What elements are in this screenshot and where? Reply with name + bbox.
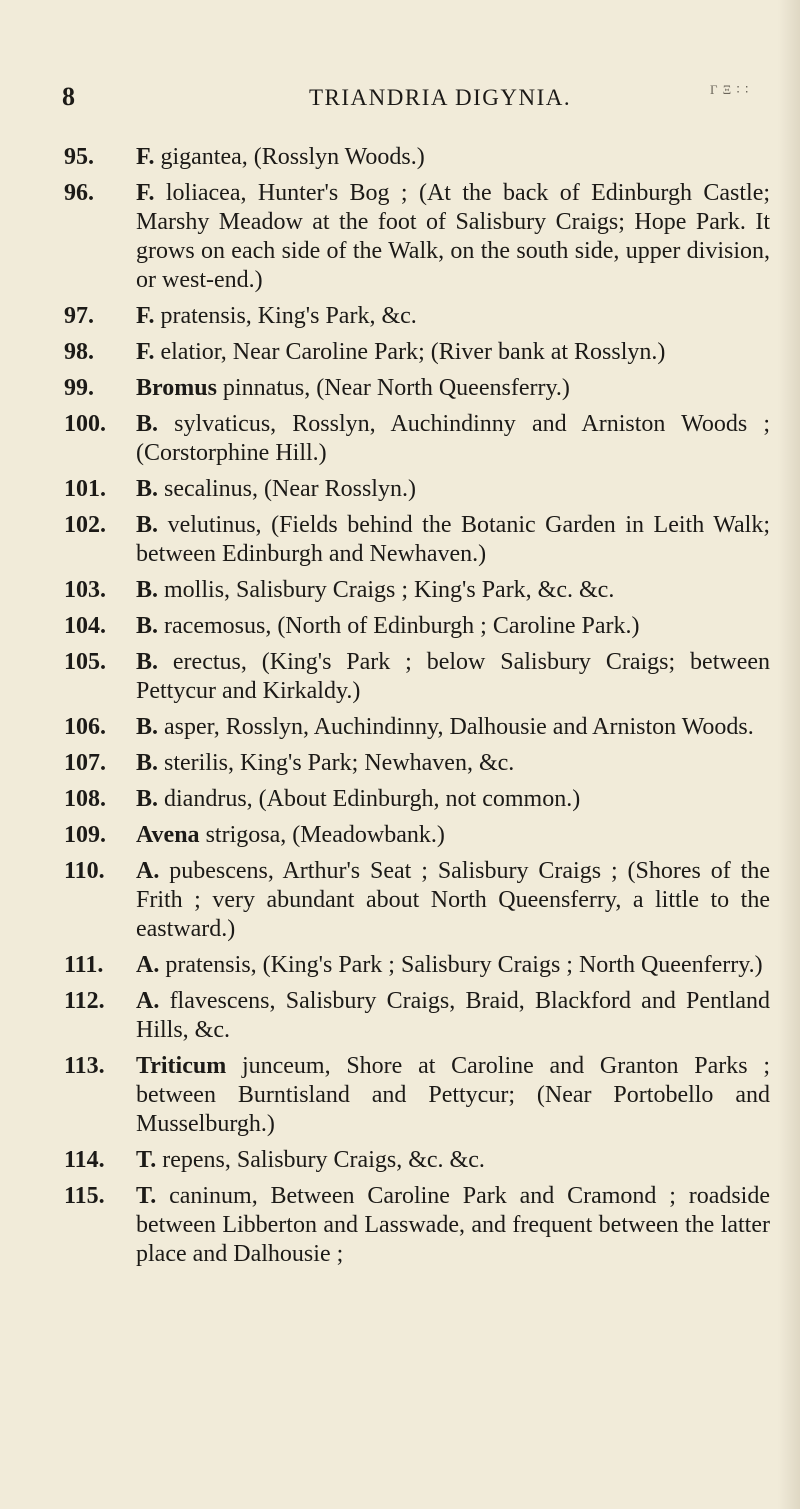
- list-item: [64, 612, 770, 641]
- entry-text: asper, Rosslyn, Auchindinny, Dalhousie and Arniston Woods.: [164, 714, 754, 740]
- list-item: [64, 1182, 770, 1269]
- genus-name: B.: [136, 714, 159, 740]
- genus-name: Bromus: [136, 375, 217, 401]
- genus-name: T.: [136, 1183, 157, 1209]
- entry-text: erectus, (King's Park ; below Salisbury Craigs; between Pettycur and Kirkaldy.): [136, 649, 770, 704]
- entry-text: elatior, Near Caroline Park; (River bank at Rosslyn.): [160, 339, 666, 365]
- genus-name: B.: [136, 613, 159, 639]
- entry-text: pinnatus, (Near North Queensferry.): [222, 375, 570, 401]
- corner-mark: Γ Ξ ∶ ∶: [710, 82, 750, 97]
- genus-name: F.: [136, 303, 155, 329]
- list-item: [64, 1146, 770, 1175]
- entry-number: 102.: [64, 512, 106, 538]
- genus-name: F.: [136, 339, 155, 365]
- entry-text: caninum, Between Caroline Park and Cramond ; roadside between Libberton and Lasswade, and frequent between the latter place and Dalhousie ;: [136, 1183, 771, 1267]
- entry-text: mollis, Salisbury Craigs ; King's Park, &c. &c.: [164, 577, 615, 603]
- list-item: [64, 821, 770, 850]
- entry-text: racemosus, (North of Edinburgh ; Caroline Park.): [164, 613, 640, 639]
- genus-name: A.: [136, 952, 160, 978]
- list-item: [64, 143, 770, 172]
- entry-number: 99.: [64, 375, 94, 401]
- genus-name: T.: [136, 1147, 157, 1173]
- entry-number: 104.: [64, 613, 106, 639]
- entry-text: flavescens, Salisbury Craigs, Braid, Blackford and Pentland Hills, &c.: [136, 988, 771, 1043]
- genus-name: B.: [136, 411, 159, 437]
- entry-number: 96.: [64, 180, 94, 206]
- genus-name: B.: [136, 649, 159, 675]
- entry-number: 97.: [64, 303, 94, 329]
- entry-number: 95.: [64, 144, 94, 170]
- entry-text: pubescens, Arthur's Seat ; Salisbury Craigs ; (Shores of the Frith ; very abundant about North Queensferry, a little to the eastward.): [136, 858, 770, 942]
- entry-number: 113.: [64, 1053, 105, 1079]
- running-title: TRIANDRIA DIGYNIA.: [309, 85, 572, 110]
- genus-name: B.: [136, 476, 159, 502]
- genus-name: B.: [136, 577, 159, 603]
- entry-number: 108.: [64, 786, 106, 812]
- entry-text: pratensis, King's Park, &c.: [160, 303, 417, 329]
- list-item: [64, 749, 770, 778]
- page-number: 8: [62, 82, 75, 111]
- entry-text: loliacea, Hunter's Bog ; (At the back of Edinburgh Castle; Marshy Meadow at the foot of Salisbury Craigs; Hope Park. It grows on each side of the Walk, on the south side, upper division, or west-end.): [136, 180, 771, 293]
- list-item: [64, 987, 770, 1045]
- entry-text: pratensis, (King's Park ; Salisbury Craigs ; North Queenferry.): [165, 952, 763, 978]
- entry-number: 107.: [64, 750, 106, 776]
- list-item: [64, 713, 770, 742]
- genus-name: B.: [136, 512, 159, 538]
- list-item: [64, 648, 770, 706]
- list-item: [64, 576, 770, 605]
- genus-name: F.: [136, 180, 155, 206]
- list-item: [64, 857, 770, 944]
- entry-number: 105.: [64, 649, 106, 675]
- entry-text: secalinus, (Near Rosslyn.): [164, 476, 416, 502]
- entry-number: 98.: [64, 339, 94, 365]
- entry-number: 109.: [64, 822, 106, 848]
- list-item: [64, 785, 770, 814]
- genus-name: A.: [136, 858, 160, 884]
- entry-number: 114.: [64, 1147, 105, 1173]
- entry-number: 110.: [64, 858, 105, 884]
- entry-number: 103.: [64, 577, 106, 603]
- entry-text: sylvaticus, Rosslyn, Auchindinny and Arniston Woods ; (Corstorphine Hill.): [136, 411, 771, 466]
- genus-name: Triticum: [136, 1053, 227, 1079]
- entry-number: 115.: [64, 1183, 105, 1209]
- genus-name: B.: [136, 786, 159, 812]
- entry-number: 100.: [64, 411, 106, 437]
- genus-name: Avena: [136, 822, 200, 848]
- entry-number: 106.: [64, 714, 106, 740]
- genus-name: F.: [136, 144, 155, 170]
- entry-text: diandrus, (About Edinburgh, not common.): [164, 786, 581, 812]
- page-edge-shadow: [778, 0, 800, 1509]
- entry-text: gigantea, (Rosslyn Woods.): [160, 144, 425, 170]
- entry-number: 111.: [64, 952, 104, 978]
- list-item: [64, 1052, 770, 1139]
- entry-number: 101.: [64, 476, 106, 502]
- list-item: [64, 511, 770, 569]
- entry-text: strigosa, (Meadowbank.): [205, 822, 445, 848]
- entry-number: 112.: [64, 988, 105, 1014]
- genus-name: B.: [136, 750, 159, 776]
- entry-text: sterilis, King's Park; Newhaven, &c.: [164, 750, 515, 776]
- entry-text: junceum, Shore at Caroline and Granton Parks ; between Burntisland and Pettycur; (Near Portobello and Musselburgh.): [136, 1053, 771, 1137]
- list-item: [64, 302, 770, 331]
- list-item: [64, 951, 770, 980]
- species-list: [64, 143, 770, 1276]
- list-item: [64, 410, 770, 468]
- page-header: [62, 82, 762, 118]
- entry-text: velutinus, (Fields behind the Botanic Garden in Leith Walk; between Edinburgh and Newhaven.): [136, 512, 771, 567]
- list-item: [64, 179, 770, 295]
- list-item: [64, 338, 770, 367]
- list-item: [64, 475, 770, 504]
- genus-name: A.: [136, 988, 160, 1014]
- list-item: [64, 374, 770, 403]
- entry-text: repens, Salisbury Craigs, &c. &c.: [162, 1147, 485, 1173]
